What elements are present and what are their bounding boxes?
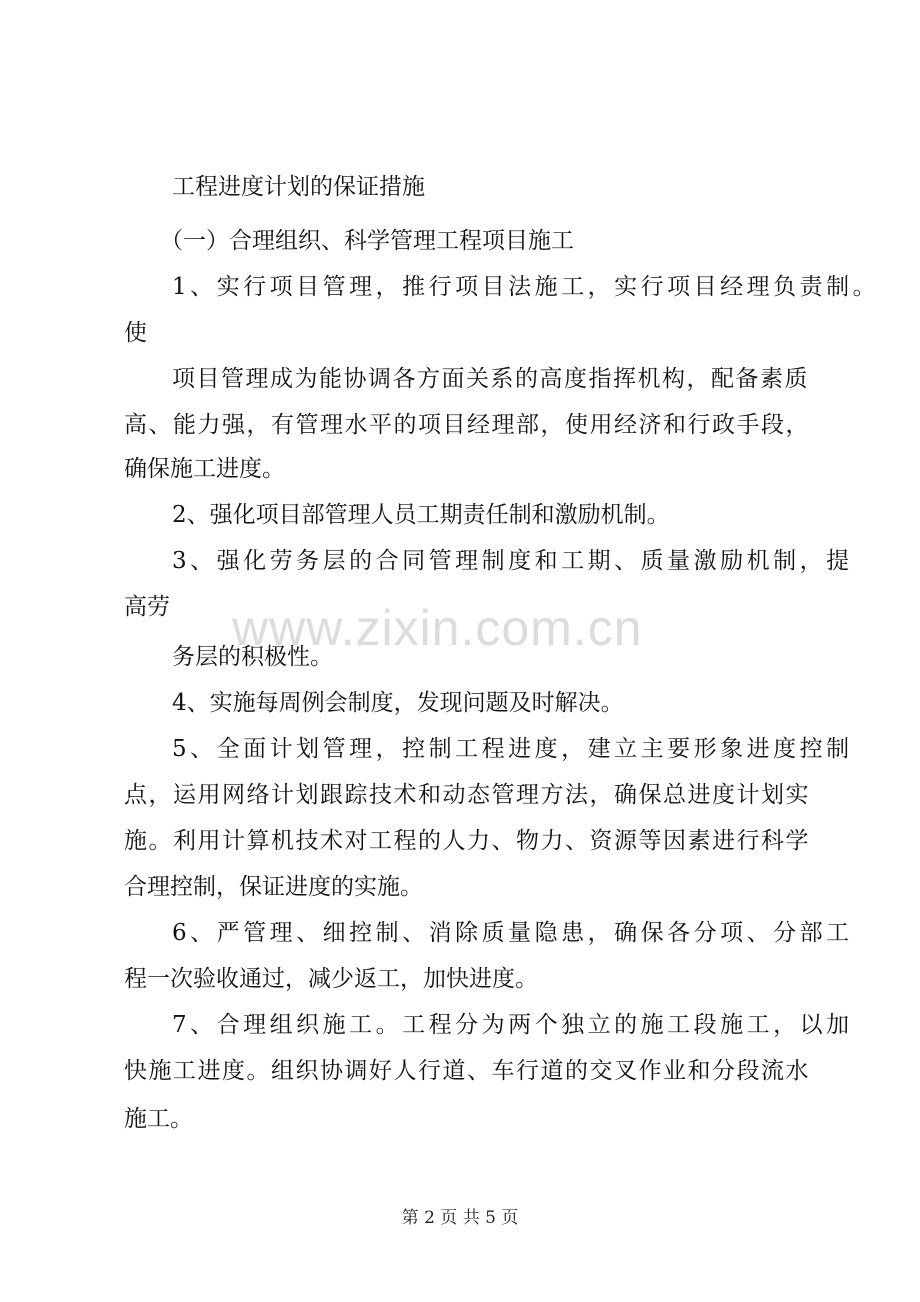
paragraph-line: 4、实施每周例会制度，发现问题及时解决。 bbox=[172, 690, 624, 716]
paragraph-line: 使 bbox=[124, 320, 147, 346]
paragraph-line: 5、全面计划管理，控制工程进度，建立主要形象进度控制 bbox=[172, 736, 853, 762]
paragraph-line: 高劳 bbox=[124, 594, 170, 620]
paragraph-line: 施。利用计算机技术对工程的人力、物力、资源等因素进行科学 bbox=[124, 828, 810, 854]
paragraph-line: 7、合理组织施工。工程分为两个独立的施工段施工，以加 bbox=[172, 1012, 853, 1038]
document-title: 工程进度计划的保证措施 bbox=[172, 174, 425, 200]
paragraph-line: 3、强化劳务层的合同管理制度和工期、质量激励机制，提 bbox=[172, 548, 853, 574]
section-heading: （一）合理组织、科学管理工程项目施工 bbox=[160, 228, 574, 254]
paragraph-line: 1、实行项目管理，推行项目法施工，实行项目经理负责制。 bbox=[172, 274, 880, 300]
paragraph-line: 快施工进度。组织协调好人行道、车行道的交叉作业和分段流水 bbox=[124, 1058, 810, 1084]
paragraph-line: 程一次验收通过，减少返工，加快进度。 bbox=[124, 966, 538, 992]
paragraph-line: 项目管理成为能协调各方面关系的高度指挥机构，配备素质 bbox=[172, 366, 809, 392]
paragraph-line: 施工。 bbox=[124, 1106, 193, 1132]
paragraph-line: 高、能力强，有管理水平的项目经理部，使用经济和行政手段， bbox=[124, 412, 810, 438]
paragraph-line: 6、严管理、细控制、消除质量隐患，确保各分项、分部工 bbox=[172, 920, 853, 946]
paragraph-line: 合理控制，保证进度的实施。 bbox=[124, 874, 423, 900]
paragraph-line: 务层的积极性。 bbox=[172, 644, 333, 670]
paragraph-line: 2、强化项目部管理人员工期责任制和激励机制。 bbox=[172, 502, 670, 528]
watermark: www.zixin.com.cn bbox=[232, 600, 643, 656]
page-footer: 第 2 页 共 5 页 bbox=[401, 1208, 519, 1228]
paragraph-line: 确保施工进度。 bbox=[124, 456, 285, 482]
paragraph-line: 点，运用网络计划跟踪技术和动态管理方法，确保总进度计划实 bbox=[124, 782, 810, 808]
